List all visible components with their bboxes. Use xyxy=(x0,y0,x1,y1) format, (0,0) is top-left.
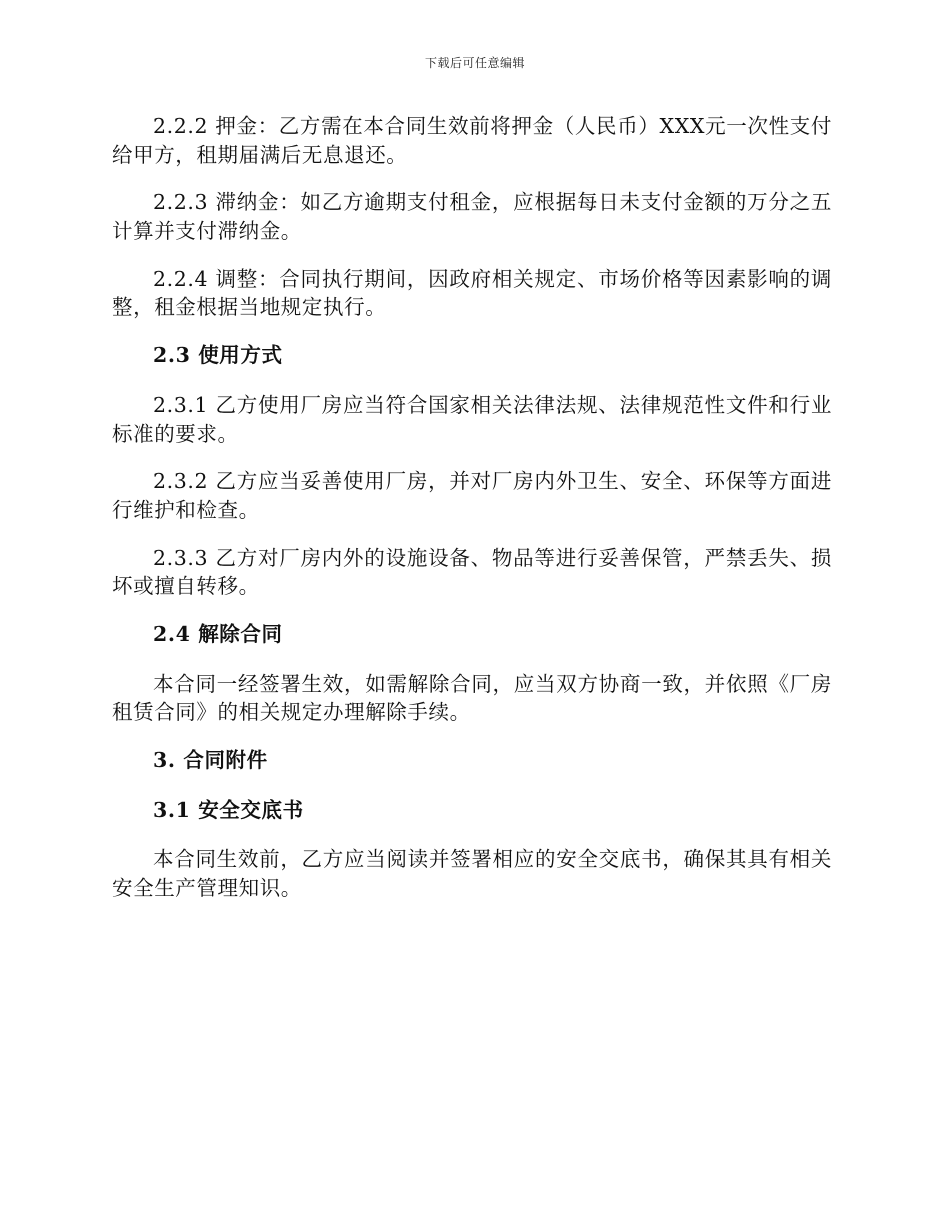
clause-2-2-4-adjustment: 2.2.4 调整：合同执行期间，因政府相关规定、市场价格等因素影响的调整，租金根据当地规定执行。 xyxy=(112,266,832,320)
section-heading-3-1: 3.1 安全交底书 xyxy=(153,797,304,822)
clause-2-3-2: 2.3.2 乙方应当妥善使用厂房，并对厂房内外卫生、安全、环保等方面进行维护和检查。 xyxy=(112,469,832,522)
clause-2-3-3: 2.3.3 乙方对厂房内外的设施设备、物品等进行妥善保管，严禁丢失、损坏或擅自转移。 xyxy=(112,545,832,599)
clause-3-1-safety-briefing: 本合同生效前，乙方应当阅读并签署相应的安全交底书，确保其具有相关安全生产管理知识。 xyxy=(112,847,832,901)
clause-2-4-termination: 本合同一经签署生效，如需解除合同，应当双方协商一致，并依照《厂房租赁合同》的相关规定办理解除手续。 xyxy=(112,671,832,725)
clause-2-2-2-deposit: 2.2.2 押金：乙方需在本合同生效前将押金（人民币）XXX元一次性支付给甲方，租期届满后无息退还。 xyxy=(112,114,832,167)
section-heading-2-4: 2.4 解除合同 xyxy=(153,621,283,646)
document-body xyxy=(112,112,832,922)
clause-2-3-1: 2.3.1 乙方使用厂房应当符合国家相关法律法规、法律规范性文件和行业标准的要求。 xyxy=(112,392,832,446)
section-heading-2-3: 2.3 使用方式 xyxy=(153,343,283,368)
clause-2-2-3-late-fee: 2.2.3 滞纳金：如乙方逾期支付租金，应根据每日未支付金额的万分之五计算并支付滞纳金。 xyxy=(112,190,832,244)
page-header: 下载后可任意编辑 xyxy=(424,56,525,70)
section-heading-3: 3. 合同附件 xyxy=(153,748,268,772)
